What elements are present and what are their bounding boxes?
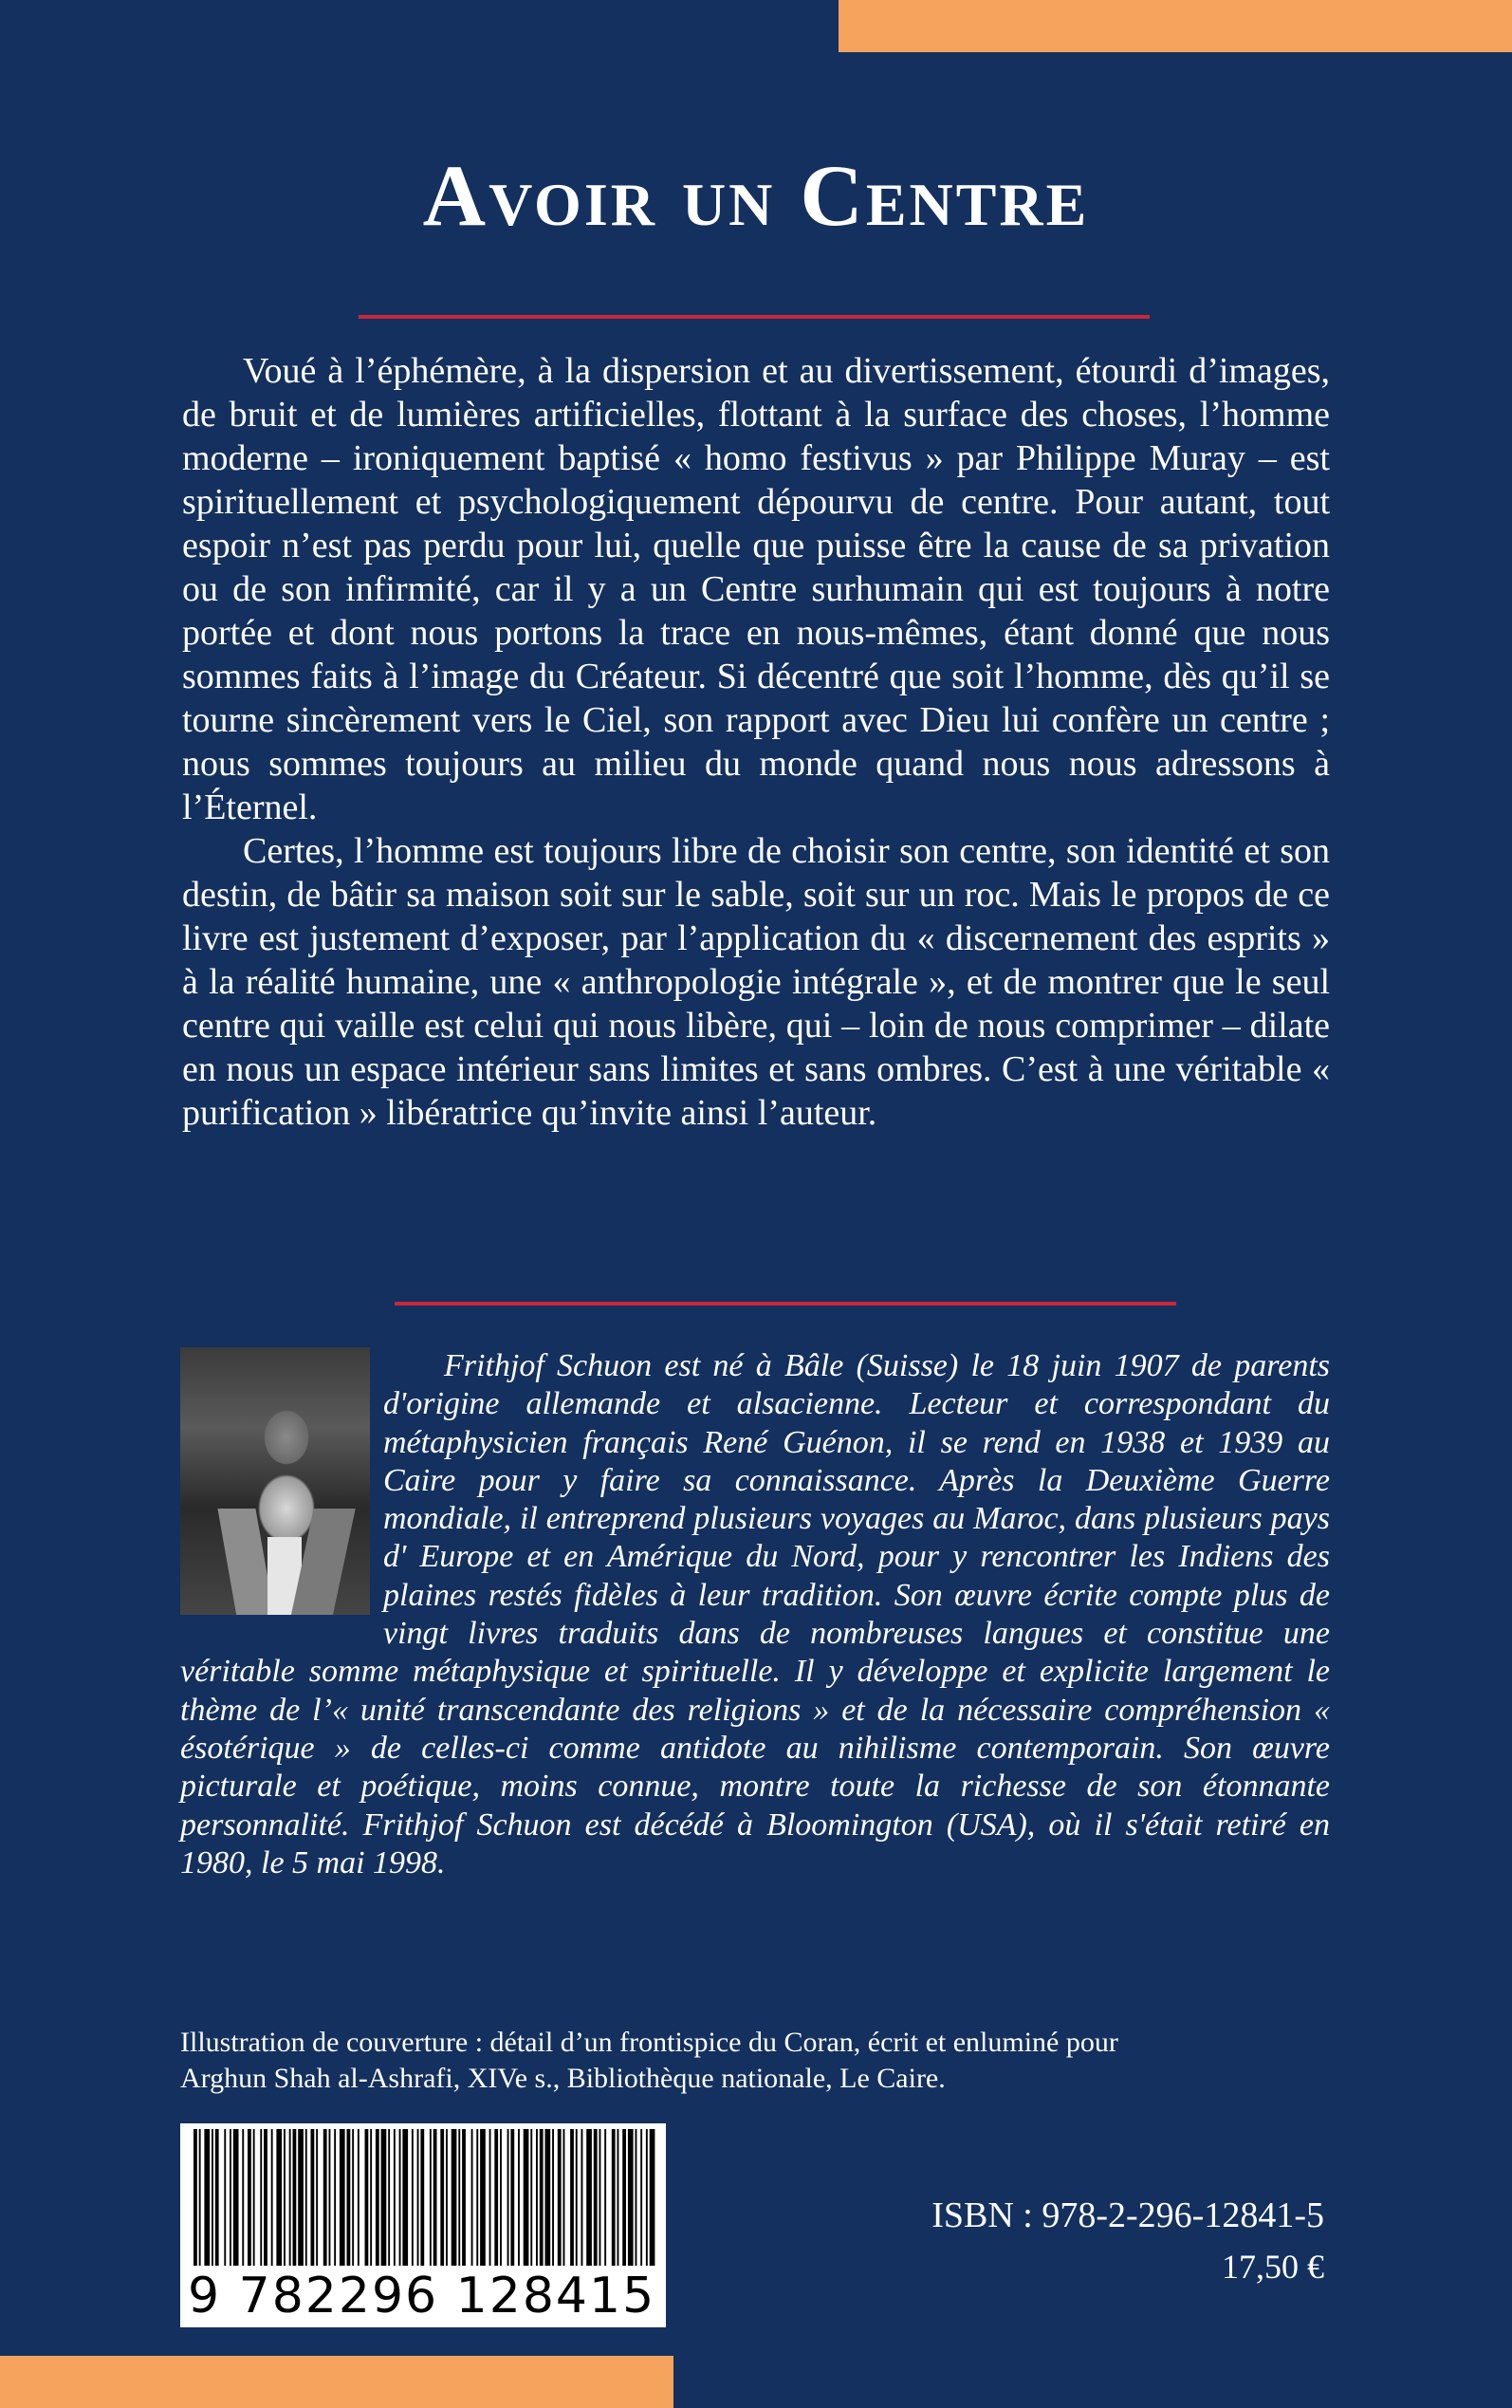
barcode-bar xyxy=(480,2129,486,2266)
barcode-bar xyxy=(433,2129,437,2266)
barcode-bar xyxy=(271,2129,273,2266)
barcode-bar xyxy=(394,2129,396,2266)
isbn: ISBN : 978-2-296-12841-5 xyxy=(931,2195,1324,2235)
barcode-bar xyxy=(440,2129,444,2266)
barcode-bar xyxy=(628,2129,634,2266)
title-divider xyxy=(359,315,1150,319)
barcode-bar xyxy=(233,2129,239,2266)
barcode-bar xyxy=(402,2129,408,2266)
barcode-bar xyxy=(594,2129,598,2266)
barcode-bar xyxy=(329,2129,331,2266)
barcode-bar xyxy=(646,2129,648,2266)
barcode-bar xyxy=(230,2129,231,2266)
barcode-bar xyxy=(518,2129,520,2266)
barcode-bar xyxy=(570,2129,574,2266)
barcode-bar xyxy=(289,2129,291,2266)
barcode-bar xyxy=(476,2129,478,2266)
price: 17,50 € xyxy=(1222,2248,1324,2286)
barcode-bar xyxy=(417,2129,419,2266)
summary-text xyxy=(182,349,1330,1135)
barcode-bar xyxy=(576,2129,578,2266)
barcode-bar xyxy=(510,2129,514,2266)
bottom-orange-band xyxy=(0,2356,673,2408)
cover-illustration-credit xyxy=(180,2025,1347,2097)
barcode-bar xyxy=(458,2129,460,2266)
barcode-bar xyxy=(507,2129,509,2266)
barcode-bar xyxy=(276,2129,282,2266)
barcode-bar xyxy=(365,2129,369,2266)
author-bio-text: Frithjof Schuon est né à Bâle (Suisse) le 18 juin 1907 de parents d'origine allemande et alsacienne. Lecteur et correspondant du métaphysicien français René Guénon, il se rend en 1938 et 1939 au Caire pour y faire sa connaissance. Après la Deuxième Guerre mondiale, il entreprend plusieurs voyages au Maroc, dans plusieurs pays d' Europe et en Amérique du Nord, pour y rencontrer les Indiens des plaines restés fidèles à leur tradition. Son œuvre écrite compte plus de vingt livres traduits dans de nombreuses langues et constitue une véritable somme métaphysique et spirituelle. Il y développe et explicite largement le thème de l’« unité transcendante des religions » et de la nécessaire compréhension « ésotérique » de celles-ci comme antidote au nihilisme contemporain. Son œuvre picturale et poétique, moins connue, montre toute la richesse de son étonnante personnalité. Frithjof Schuon est décédé à Bloomington (USA), où il s'était retiré en 1980, le 5 mai 1998. xyxy=(180,1348,1330,1880)
illustration-line-1: Illustration de couverture : détail d’un frontispice du Coran, écrit et enluminé pour xyxy=(180,2027,1118,2058)
summary-paragraph-1: Voué à l’éphémère, à la dispersion et au divertissement, étourdi d’images, de bruit et de lumières artificielles, flottant à la surface des choses, l’homme moderne – ironiquement baptisé « homo festivus » par Philippe Muray – est spirituellement et psychologiquement dépourvu de centre. Pour autant, tout espoir n’est pas perdu pour lui, quelle que puisse être la cause de sa privation ou de son infirmité, car il y a un Centre surhumain qui est toujours à notre portée et dont nous portons la trace en nous-mêmes, étant donné que nous sommes faits à l’image du Créateur. Si décentré que soit l’homme, dès qu’il se tourne sincèrement vers le Ciel, son rapport avec Dieu lui confère un centre ; nous sommes toujours au milieu du monde quand nous nous adressons à l’Éternel. xyxy=(182,351,1330,827)
barcode-bar xyxy=(311,2129,315,2266)
barcode-bar xyxy=(545,2129,551,2266)
barcode-bar xyxy=(612,2129,616,2266)
barcode-bar xyxy=(204,2129,210,2266)
barcode-bar xyxy=(412,2129,414,2266)
top-orange-band xyxy=(839,0,1512,52)
barcode-bar xyxy=(471,2129,473,2266)
barcode-bar xyxy=(558,2129,562,2266)
summary-divider xyxy=(395,1302,1176,1306)
barcode-bar xyxy=(316,2129,318,2266)
barcode-bar xyxy=(622,2129,626,2266)
barcode-bar xyxy=(260,2129,262,2266)
barcode-bar xyxy=(650,2129,655,2266)
barcode-bar xyxy=(388,2129,390,2266)
barcode-bar xyxy=(242,2129,244,2266)
barcode-bar xyxy=(352,2129,354,2266)
barcode-bar xyxy=(540,2129,544,2266)
barcode-bar xyxy=(563,2129,565,2266)
barcode-bar xyxy=(199,2129,201,2266)
barcode-bar xyxy=(399,2129,401,2266)
illustration-line-2: Arghun Shah al-Ashrafi, XIVe s., Bibliothèque nationale, Le Caire. xyxy=(180,2063,946,2094)
barcode-bar xyxy=(284,2129,286,2266)
barcode-bars xyxy=(180,2123,666,2266)
barcode-bar xyxy=(446,2129,448,2266)
barcode-bar xyxy=(452,2129,457,2266)
barcode-bar xyxy=(536,2129,538,2266)
book-title: Avoir un Centre xyxy=(422,147,1090,244)
barcode-bar xyxy=(581,2129,583,2266)
barcode-bar xyxy=(334,2129,336,2266)
barcode-bar xyxy=(305,2129,307,2266)
barcode-bar xyxy=(524,2129,529,2266)
barcode-bar xyxy=(194,2129,197,2266)
summary-paragraph-2: Certes, l’homme est toujours libre de choisir son centre, son identité et son destin, de bâtir sa maison soit sur le sable, soit sur un roc. Mais le propos de ce livre est justement d’exposer, par l’application du « discernement des esprits » à la réalité humaine, une « anthropologie intégrale », et de montrer que le seul centre qui vaille est celui qui nous libère, qui – loin de nous comprimer – dilate en nous un espace intérieur sans limites et sans ombres. C’est à une véritable « purification » libératrice qu’invite ainsi l’auteur. xyxy=(182,831,1330,1133)
barcode-bar xyxy=(462,2129,466,2266)
barcode-bar xyxy=(618,2129,619,2266)
barcode-bar xyxy=(358,2129,360,2266)
barcode-bar xyxy=(224,2129,226,2266)
barcode-bar xyxy=(489,2129,491,2266)
barcode-bar xyxy=(500,2129,502,2266)
barcode-bar xyxy=(430,2129,432,2266)
barcode-bar xyxy=(640,2129,642,2266)
barcode-bar xyxy=(370,2129,372,2266)
barcode-bar xyxy=(552,2129,554,2266)
barcode-bar xyxy=(264,2129,267,2266)
barcode-bar xyxy=(604,2129,606,2266)
barcode-bar xyxy=(420,2129,424,2266)
barcode-bar xyxy=(298,2129,304,2266)
barcode-bar xyxy=(248,2129,251,2266)
barcode-bar xyxy=(586,2129,592,2266)
barcode-bar xyxy=(494,2129,498,2266)
barcode-bar xyxy=(323,2129,327,2266)
barcode-bar xyxy=(253,2129,255,2266)
barcode-digits: 9 782296 128415 xyxy=(180,2269,666,2323)
barcode-bar xyxy=(599,2129,601,2266)
barcode-bar xyxy=(340,2129,345,2266)
barcode-bar xyxy=(293,2129,297,2266)
photo-spacer xyxy=(180,1347,370,1619)
barcode-bar xyxy=(347,2129,351,2266)
barcode-bar xyxy=(376,2129,379,2266)
barcode-bar xyxy=(530,2129,532,2266)
barcode-bar xyxy=(212,2129,213,2266)
barcode-bar xyxy=(381,2129,387,2266)
barcode-bar xyxy=(215,2129,219,2266)
barcode-bar xyxy=(636,2129,637,2266)
author-biography xyxy=(180,1347,1330,1882)
